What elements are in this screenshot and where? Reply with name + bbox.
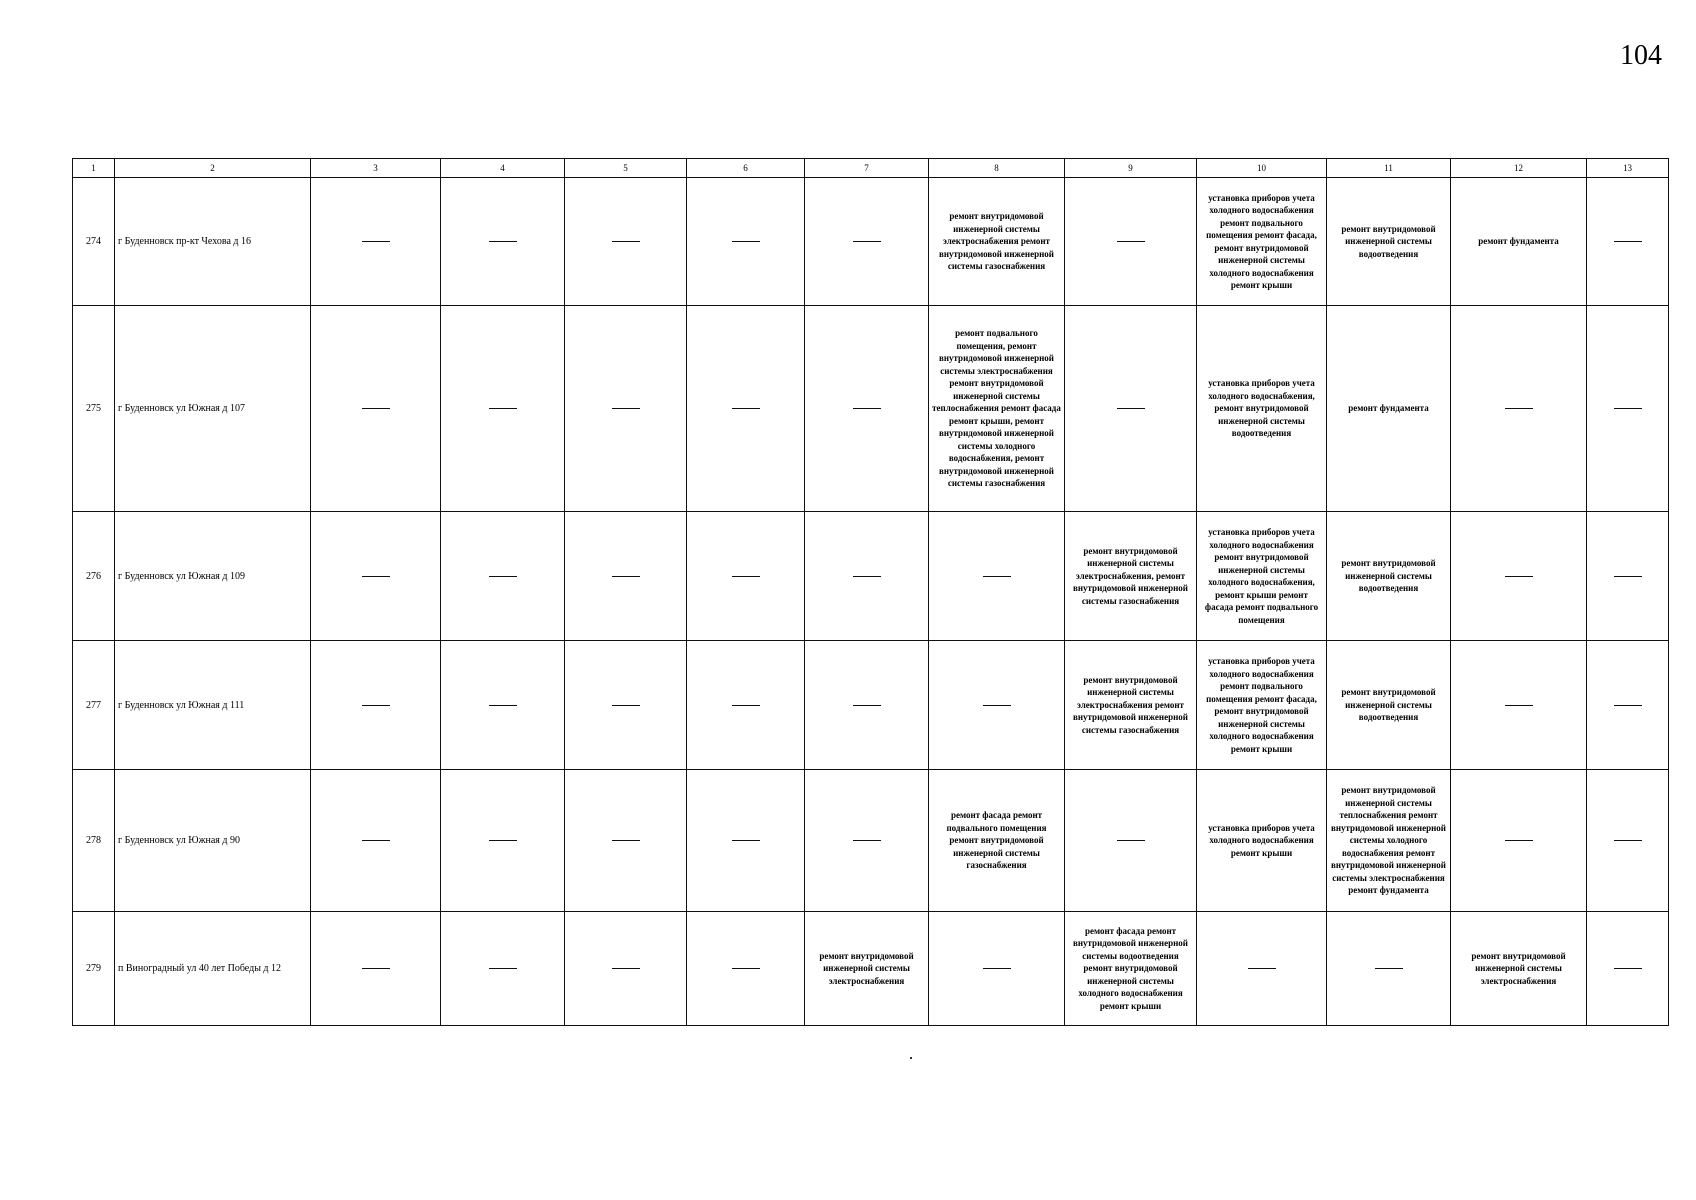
address-cell: г Буденновск ул Южная д 107 — [115, 306, 311, 512]
row-number: 276 — [73, 512, 115, 641]
empty-cell — [1587, 178, 1669, 306]
work-description-cell: установка приборов учета холодного водоснабжения, ремонт внутридомовой инженерной системы водоотведения — [1197, 306, 1327, 512]
page-number: 104 — [1620, 40, 1662, 71]
work-description-cell: ремонт внутридомовой инженерной системы теплоснабжения ремонт внутридомовой инженерной системы холодного водоснабжения ремонт внутридомовой инженерной системы электроснабжения ремонт фундамента — [1327, 770, 1451, 912]
empty-cell — [929, 912, 1065, 1026]
dash-mark — [362, 968, 390, 969]
dash-mark — [983, 968, 1011, 969]
work-description-cell: ремонт внутридомовой инженерной системы водоотведения — [1327, 641, 1451, 770]
scan-speck — [910, 1057, 912, 1059]
empty-cell — [1587, 770, 1669, 912]
dash-mark — [1614, 241, 1642, 242]
empty-cell — [687, 912, 805, 1026]
dash-mark — [732, 705, 760, 706]
dash-mark — [1505, 705, 1533, 706]
dash-mark — [612, 408, 640, 409]
table-row — [73, 770, 1669, 912]
work-description-cell: ремонт внутридомовой инженерной системы электроснабжения, ремонт внутридомовой инженерной системы газоснабжения — [1065, 512, 1197, 641]
empty-cell — [311, 912, 441, 1026]
work-description-cell: ремонт внутридомовой инженерной системы электроснабжения — [1451, 912, 1587, 1026]
table-row — [73, 306, 1669, 512]
empty-cell — [687, 770, 805, 912]
work-description-cell: ремонт внутридомовой инженерной системы электроснабжения — [805, 912, 929, 1026]
header-row — [73, 159, 1669, 178]
dash-mark — [612, 705, 640, 706]
empty-cell — [1451, 512, 1587, 641]
col-header: 13 — [1587, 159, 1669, 178]
dash-mark — [489, 408, 517, 409]
empty-cell — [1587, 912, 1669, 1026]
empty-cell — [687, 641, 805, 770]
work-description-cell: установка приборов учета холодного водоснабжения ремонт крыши — [1197, 770, 1327, 912]
address-cell: г Буденновск пр-кт Чехова д 16 — [115, 178, 311, 306]
dash-mark — [983, 705, 1011, 706]
dash-mark — [1614, 968, 1642, 969]
row-number: 275 — [73, 306, 115, 512]
dash-mark — [1117, 241, 1145, 242]
address-cell: п Виноградный ул 40 лет Победы д 12 — [115, 912, 311, 1026]
empty-cell — [1587, 306, 1669, 512]
col-header: 6 — [687, 159, 805, 178]
dash-mark — [1614, 576, 1642, 577]
dash-mark — [489, 968, 517, 969]
dash-mark — [362, 241, 390, 242]
empty-cell — [311, 641, 441, 770]
empty-cell — [1587, 512, 1669, 641]
dash-mark — [362, 705, 390, 706]
dash-mark — [732, 576, 760, 577]
dash-mark — [362, 408, 390, 409]
dash-mark — [853, 408, 881, 409]
row-number: 278 — [73, 770, 115, 912]
empty-cell — [441, 306, 565, 512]
address-cell: г Буденновск ул Южная д 90 — [115, 770, 311, 912]
table-body — [73, 178, 1669, 1026]
row-number: 279 — [73, 912, 115, 1026]
table-row — [73, 912, 1669, 1026]
empty-cell — [805, 512, 929, 641]
dash-mark — [362, 840, 390, 841]
dash-mark — [1505, 408, 1533, 409]
col-header: 7 — [805, 159, 929, 178]
col-header: 11 — [1327, 159, 1451, 178]
table-row — [73, 178, 1669, 306]
dash-mark — [1614, 840, 1642, 841]
col-header: 5 — [565, 159, 687, 178]
dash-mark — [612, 576, 640, 577]
repair-schedule-table — [72, 158, 1669, 1026]
dash-mark — [612, 241, 640, 242]
dash-mark — [732, 408, 760, 409]
empty-cell — [1197, 912, 1327, 1026]
row-number: 274 — [73, 178, 115, 306]
empty-cell — [805, 770, 929, 912]
empty-cell — [1327, 912, 1451, 1026]
empty-cell — [687, 178, 805, 306]
dash-mark — [489, 241, 517, 242]
empty-cell — [1451, 641, 1587, 770]
empty-cell — [929, 641, 1065, 770]
empty-cell — [687, 306, 805, 512]
empty-cell — [1065, 770, 1197, 912]
empty-cell — [565, 178, 687, 306]
dash-mark — [1505, 576, 1533, 577]
dash-mark — [732, 968, 760, 969]
dash-mark — [1505, 840, 1533, 841]
address-cell: г Буденновск ул Южная д 111 — [115, 641, 311, 770]
empty-cell — [311, 512, 441, 641]
dash-mark — [612, 968, 640, 969]
dash-mark — [1117, 840, 1145, 841]
work-description-cell: установка приборов учета холодного водоснабжения ремонт подвального помещения ремонт фасада, ремонт внутридомовой инженерной системы холодного водоснабжения ремонт крыши — [1197, 641, 1327, 770]
col-header: 8 — [929, 159, 1065, 178]
work-description-cell: ремонт внутридомовой инженерной системы электроснабжения ремонт внутридомовой инженерной системы газоснабжения — [929, 178, 1065, 306]
work-description-cell: ремонт внутридомовой инженерной системы электроснабжения ремонт внутридомовой инженерной системы газоснабжения — [1065, 641, 1197, 770]
empty-cell — [311, 306, 441, 512]
work-description-cell: ремонт фасада ремонт подвального помещения ремонт внутридомовой инженерной системы газоснабжения — [929, 770, 1065, 912]
address-cell: г Буденновск ул Южная д 109 — [115, 512, 311, 641]
work-description-cell: ремонт подвального помещения, ремонт внутридомовой инженерной системы электроснабжения ремонт внутридомовой инженерной системы теплоснабжения ремонт фасада ремонт крыши, ремонт внутридомовой инженерной системы холодного водоснабжения, ремонт внутридомовой инженерной системы газоснабжения — [929, 306, 1065, 512]
dash-mark — [489, 705, 517, 706]
empty-cell — [441, 770, 565, 912]
empty-cell — [805, 178, 929, 306]
dash-mark — [489, 840, 517, 841]
dash-mark — [1375, 968, 1403, 969]
col-header: 12 — [1451, 159, 1587, 178]
empty-cell — [1587, 641, 1669, 770]
empty-cell — [565, 306, 687, 512]
work-description-cell: ремонт фасада ремонт внутридомовой инженерной системы водоотведения ремонт внутридомовой инженерной системы холодного водоснабжения ремонт крыши — [1065, 912, 1197, 1026]
table-row — [73, 512, 1669, 641]
empty-cell — [565, 912, 687, 1026]
empty-cell — [565, 770, 687, 912]
empty-cell — [805, 641, 929, 770]
empty-cell — [441, 178, 565, 306]
dash-mark — [362, 576, 390, 577]
work-description-cell: ремонт фундамента — [1451, 178, 1587, 306]
empty-cell — [687, 512, 805, 641]
dash-mark — [612, 840, 640, 841]
col-header: 9 — [1065, 159, 1197, 178]
dash-mark — [983, 576, 1011, 577]
empty-cell — [1451, 770, 1587, 912]
empty-cell — [1065, 306, 1197, 512]
empty-cell — [441, 641, 565, 770]
dash-mark — [853, 576, 881, 577]
empty-cell — [805, 306, 929, 512]
dash-mark — [853, 241, 881, 242]
dash-mark — [1248, 968, 1276, 969]
empty-cell — [311, 770, 441, 912]
empty-cell — [441, 912, 565, 1026]
empty-cell — [565, 641, 687, 770]
empty-cell — [1065, 178, 1197, 306]
work-description-cell: ремонт внутридомовой инженерной системы водоотведения — [1327, 512, 1451, 641]
col-header: 4 — [441, 159, 565, 178]
dash-mark — [853, 840, 881, 841]
dash-mark — [1614, 408, 1642, 409]
work-description-cell: ремонт фундамента — [1327, 306, 1451, 512]
work-description-cell: ремонт внутридомовой инженерной системы водоотведения — [1327, 178, 1451, 306]
dash-mark — [1614, 705, 1642, 706]
empty-cell — [1451, 306, 1587, 512]
row-number: 277 — [73, 641, 115, 770]
work-description-cell: установка приборов учета холодного водоснабжения ремонт внутридомовой инженерной системы холодного водоснабжения, ремонт крыши ремонт фасада ремонт подвального помещения — [1197, 512, 1327, 641]
empty-cell — [441, 512, 565, 641]
col-header: 1 — [73, 159, 115, 178]
empty-cell — [311, 178, 441, 306]
dash-mark — [853, 705, 881, 706]
dash-mark — [732, 241, 760, 242]
col-header: 10 — [1197, 159, 1327, 178]
empty-cell — [929, 512, 1065, 641]
dash-mark — [1117, 408, 1145, 409]
work-description-cell: установка приборов учета холодного водоснабжения ремонт подвального помещения ремонт фасада, ремонт внутридомовой инженерной системы холодного водоснабжения ремонт крыши — [1197, 178, 1327, 306]
col-header: 3 — [311, 159, 441, 178]
table-row — [73, 641, 1669, 770]
col-header: 2 — [115, 159, 311, 178]
dash-mark — [489, 576, 517, 577]
dash-mark — [732, 840, 760, 841]
empty-cell — [565, 512, 687, 641]
